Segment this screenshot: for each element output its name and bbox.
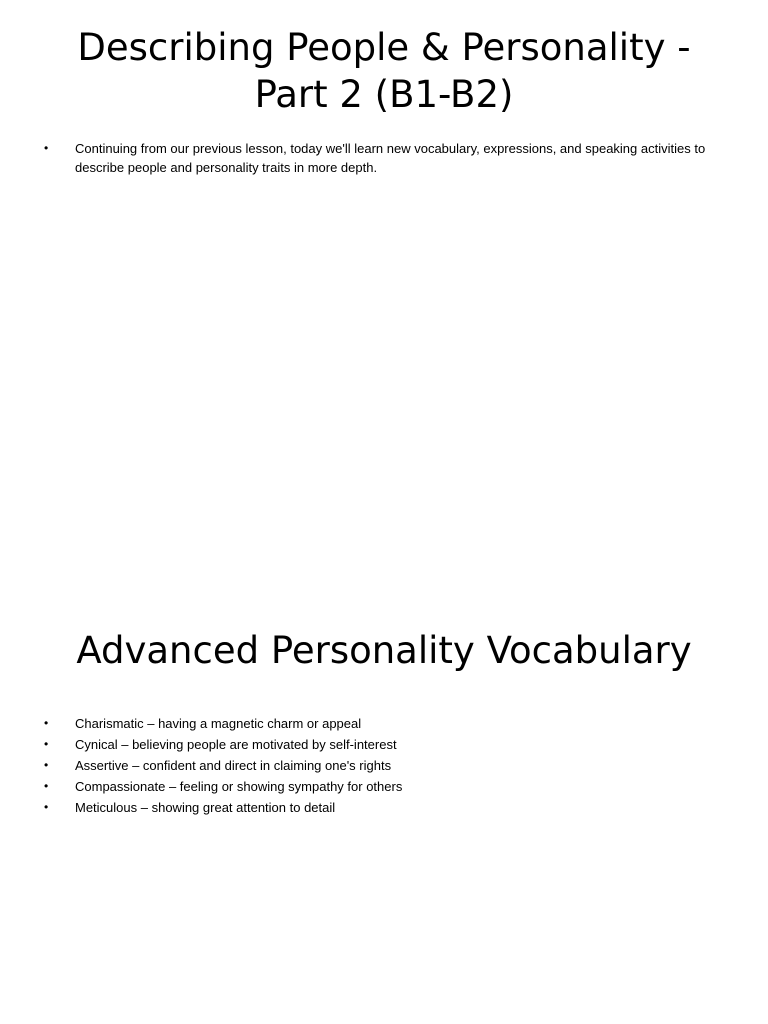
list-item [44,735,734,754]
slide-title: Describing People & Personality - Part 2 (B1-B2) [77,26,691,116]
bullet-list [44,139,734,179]
bullet-text: Compassionate – feeling or showing sympathy for others [75,779,403,794]
bullet-list [44,714,734,819]
slide-title: Advanced Personality Vocabulary [76,629,692,672]
bullet-text: Continuing from our previous lesson, today we'll learn new vocabulary, expressions, and speaking activities to describe people and personality traits in more depth. [75,141,706,175]
list-item [44,798,734,817]
bullet-text: Cynical – believing people are motivated by self-interest [75,737,397,752]
bullet-icon: • [44,779,49,793]
list-item [44,139,734,177]
list-item [44,756,734,775]
slide-2 [0,600,768,1024]
bullet-text: Assertive – confident and direct in claiming one's rights [75,758,392,773]
bullet-text: Charismatic – having a magnetic charm or appeal [75,716,362,731]
bullet-icon: • [44,737,49,751]
list-item [44,714,734,733]
bullet-icon: • [44,758,49,772]
bullet-icon: • [44,141,49,155]
bullet-text: Meticulous – showing great attention to detail [75,800,336,815]
bullet-icon: • [44,800,49,814]
list-item [44,777,734,796]
bullet-icon: • [44,716,49,730]
